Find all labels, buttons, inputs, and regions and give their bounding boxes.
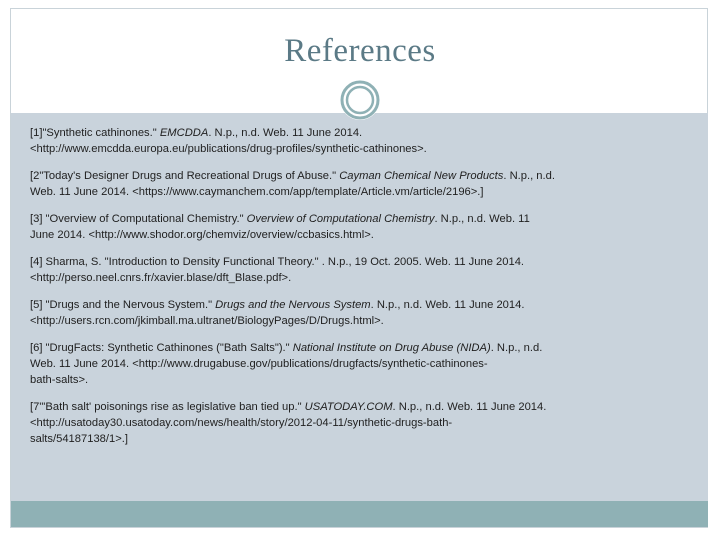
reference-line	[30, 399, 700, 415]
reference-line	[30, 340, 700, 356]
reference-line	[30, 254, 700, 270]
reference-text: [3] "Overview of Computational Chemistry."	[30, 213, 247, 225]
reference-text: . N.p., n.d.	[490, 342, 543, 354]
reference-item	[30, 340, 700, 388]
reference-source-italic: Overview of Computational Chemistry	[246, 213, 435, 225]
reference-text: . N.p., n.d. Web. 11 June 2014.	[370, 299, 525, 311]
reference-item	[30, 297, 700, 329]
reference-text: [7"'Bath salt' poisonings rise as legislative ban tied up."	[30, 401, 305, 413]
reference-text: . N.p., n.d. Web. 11	[434, 213, 530, 225]
reference-line	[30, 227, 700, 243]
reference-text: [6] "DrugFacts: Synthetic Cathinones ("Bath Salts")."	[30, 342, 293, 354]
reference-item	[30, 125, 700, 157]
reference-text: [5] "Drugs and the Nervous System."	[30, 299, 216, 311]
reference-item	[30, 211, 700, 243]
reference-line	[30, 356, 700, 372]
reference-source-italic: EMCDDA	[159, 127, 209, 139]
reference-line	[30, 125, 700, 141]
reference-line	[30, 431, 700, 447]
reference-line	[30, 184, 700, 200]
reference-text: . N.p., n.d. Web. 11 June 2014.	[392, 401, 547, 413]
reference-text: <http://www.emcdda.europa.eu/publications/drug-profiles/synthetic-cathinones>.	[30, 143, 427, 155]
reference-text: Web. 11 June 2014. <https://www.caymanchem.com/app/template/Article.vm/article/2196>.]	[30, 186, 484, 198]
reference-line	[30, 415, 700, 431]
reference-text: [2"Today's Designer Drugs and Recreational Drugs of Abuse."	[30, 170, 340, 182]
reference-line	[30, 297, 700, 313]
reference-text: <http://users.rcn.com/jkimball.ma.ultranet/BiologyPages/D/Drugs.html>.	[30, 315, 384, 327]
reference-text: <http://usatoday30.usatoday.com/news/health/story/2012-04-11/synthetic-drugs-bath-	[30, 417, 453, 429]
reference-text: Web. 11 June 2014. <http://www.drugabuse.gov/publications/drugfacts/synthetic-cathinones-	[30, 358, 488, 370]
reference-text: salts/54187138/1>.]	[30, 433, 128, 445]
reference-item	[30, 168, 700, 200]
reference-line	[30, 168, 700, 184]
reference-line	[30, 270, 700, 286]
reference-line	[30, 211, 700, 227]
reference-source-italic: USATODAY.COM	[304, 401, 393, 413]
reference-source-italic: Cayman Chemical New Products	[339, 170, 504, 182]
reference-text: . N.p., n.d.	[503, 170, 555, 182]
reference-item	[30, 399, 700, 447]
reference-item	[30, 254, 700, 286]
reference-source-italic: Drugs and the Nervous System	[215, 299, 371, 311]
double-ring-ornament-icon	[340, 80, 380, 120]
reference-list	[30, 125, 700, 458]
slide-title: References	[284, 33, 436, 69]
footer-bar	[11, 501, 708, 527]
reference-line	[30, 313, 700, 329]
reference-text: [1]"Synthetic cathinones."	[30, 127, 160, 139]
reference-line	[30, 141, 700, 157]
reference-text: <http://perso.neel.cnrs.fr/xavier.blase/dft_Blase.pdf>.	[30, 272, 292, 284]
reference-source-italic: National Institute on Drug Abuse (NIDA)	[292, 342, 491, 354]
reference-text: . N.p., n.d. Web. 11 June 2014.	[208, 127, 363, 139]
reference-text: bath-salts>.	[30, 374, 89, 386]
reference-text: June 2014. <http://www.shodor.org/chemviz/overview/ccbasics.html>.	[30, 229, 374, 241]
reference-line	[30, 372, 700, 388]
reference-text: [4] Sharma, S. "Introduction to Density Functional Theory." . N.p., 19 Oct. 2005. Web. 11 June 2014.	[30, 256, 525, 268]
